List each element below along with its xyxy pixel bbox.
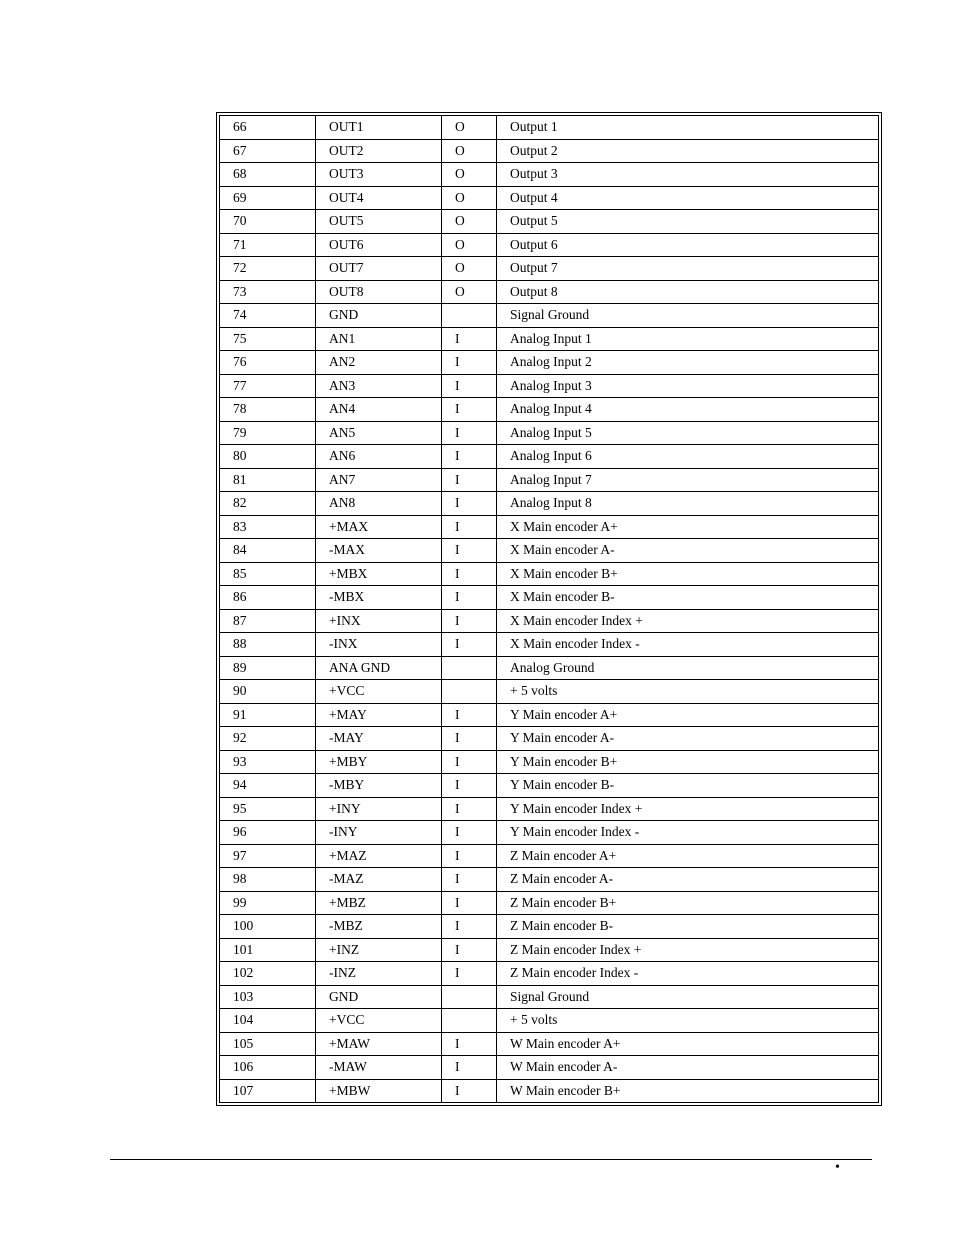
pin-number-cell: 85 [220, 562, 316, 586]
description-cell: W Main encoder B+ [497, 1079, 879, 1103]
pin-table [219, 115, 879, 1103]
description-cell: Z Main encoder B+ [497, 891, 879, 915]
table-row [220, 1079, 879, 1103]
io-direction-cell: I [442, 1032, 497, 1056]
description-cell: Z Main encoder B- [497, 915, 879, 939]
signal-name-cell: AN4 [316, 398, 442, 422]
signal-name-cell: AN2 [316, 351, 442, 375]
signal-name-cell: +MAY [316, 703, 442, 727]
pin-number-cell: 93 [220, 750, 316, 774]
pin-number-cell: 101 [220, 938, 316, 962]
pin-number-cell: 79 [220, 421, 316, 445]
description-cell: Output 4 [497, 186, 879, 210]
description-cell: Analog Input 6 [497, 445, 879, 469]
io-direction-cell: O [442, 186, 497, 210]
table-row [220, 680, 879, 704]
pin-number-cell: 94 [220, 774, 316, 798]
signal-name-cell: AN5 [316, 421, 442, 445]
pin-number-cell: 107 [220, 1079, 316, 1103]
pin-number-cell: 71 [220, 233, 316, 257]
io-direction-cell: I [442, 750, 497, 774]
pin-number-cell: 91 [220, 703, 316, 727]
table-row [220, 609, 879, 633]
description-cell: Analog Input 2 [497, 351, 879, 375]
table-row [220, 139, 879, 163]
io-direction-cell: O [442, 210, 497, 234]
description-cell: X Main encoder Index + [497, 609, 879, 633]
description-cell: X Main encoder A+ [497, 515, 879, 539]
table-row [220, 445, 879, 469]
table-row [220, 163, 879, 187]
description-cell: Analog Input 5 [497, 421, 879, 445]
io-direction-cell [442, 680, 497, 704]
pin-number-cell: 69 [220, 186, 316, 210]
table-row [220, 1056, 879, 1080]
pin-number-cell: 103 [220, 985, 316, 1009]
table-row [220, 633, 879, 657]
pin-number-cell: 77 [220, 374, 316, 398]
description-cell: Z Main encoder A+ [497, 844, 879, 868]
pin-number-cell: 82 [220, 492, 316, 516]
signal-name-cell: OUT5 [316, 210, 442, 234]
description-cell: Y Main encoder A+ [497, 703, 879, 727]
signal-name-cell: AN1 [316, 327, 442, 351]
signal-name-cell: +VCC [316, 680, 442, 704]
table-row [220, 398, 879, 422]
signal-name-cell: +INZ [316, 938, 442, 962]
pin-number-cell: 78 [220, 398, 316, 422]
table-row [220, 750, 879, 774]
description-cell: + 5 volts [497, 680, 879, 704]
table-row [220, 374, 879, 398]
description-cell: W Main encoder A- [497, 1056, 879, 1080]
signal-name-cell: +MBZ [316, 891, 442, 915]
pin-number-cell: 98 [220, 868, 316, 892]
pin-number-cell: 74 [220, 304, 316, 328]
signal-name-cell: ANA GND [316, 656, 442, 680]
description-cell: Y Main encoder A- [497, 727, 879, 751]
io-direction-cell: I [442, 586, 497, 610]
pin-number-cell: 97 [220, 844, 316, 868]
description-cell: Analog Ground [497, 656, 879, 680]
signal-name-cell: AN8 [316, 492, 442, 516]
signal-name-cell: -MAX [316, 539, 442, 563]
description-cell: Output 5 [497, 210, 879, 234]
io-direction-cell: I [442, 351, 497, 375]
table-row [220, 468, 879, 492]
io-direction-cell: I [442, 468, 497, 492]
io-direction-cell: I [442, 398, 497, 422]
table-row [220, 327, 879, 351]
table-row [220, 539, 879, 563]
table-row [220, 821, 879, 845]
io-direction-cell: I [442, 938, 497, 962]
pin-number-cell: 106 [220, 1056, 316, 1080]
pin-number-cell: 99 [220, 891, 316, 915]
signal-name-cell: OUT1 [316, 116, 442, 140]
table-row [220, 656, 879, 680]
table-row [220, 351, 879, 375]
signal-name-cell: +MAX [316, 515, 442, 539]
description-cell: Output 1 [497, 116, 879, 140]
pin-number-cell: 76 [220, 351, 316, 375]
signal-name-cell: -MBY [316, 774, 442, 798]
description-cell: Analog Input 7 [497, 468, 879, 492]
description-cell: Y Main encoder B+ [497, 750, 879, 774]
pin-number-cell: 89 [220, 656, 316, 680]
description-cell: Analog Input 8 [497, 492, 879, 516]
pin-number-cell: 80 [220, 445, 316, 469]
table-row [220, 562, 879, 586]
signal-name-cell: OUT6 [316, 233, 442, 257]
io-direction-cell [442, 985, 497, 1009]
io-direction-cell: I [442, 609, 497, 633]
description-cell: Y Main encoder Index + [497, 797, 879, 821]
footer-divider [110, 1159, 872, 1160]
pin-number-cell: 75 [220, 327, 316, 351]
table-row [220, 515, 879, 539]
table-row [220, 727, 879, 751]
signal-name-cell: -MAY [316, 727, 442, 751]
description-cell: Signal Ground [497, 304, 879, 328]
pin-number-cell: 73 [220, 280, 316, 304]
table-row [220, 421, 879, 445]
description-cell: Output 2 [497, 139, 879, 163]
pin-number-cell: 67 [220, 139, 316, 163]
io-direction-cell: I [442, 445, 497, 469]
table-row [220, 257, 879, 281]
io-direction-cell: I [442, 774, 497, 798]
description-cell: Analog Input 1 [497, 327, 879, 351]
table-row [220, 186, 879, 210]
signal-name-cell: GND [316, 304, 442, 328]
description-cell: Output 7 [497, 257, 879, 281]
io-direction-cell: I [442, 492, 497, 516]
description-cell: Analog Input 4 [497, 398, 879, 422]
io-direction-cell: I [442, 539, 497, 563]
io-direction-cell: O [442, 163, 497, 187]
signal-name-cell: GND [316, 985, 442, 1009]
description-cell: + 5 volts [497, 1009, 879, 1033]
description-cell: Z Main encoder Index + [497, 938, 879, 962]
pin-number-cell: 90 [220, 680, 316, 704]
table-row [220, 844, 879, 868]
table-row [220, 233, 879, 257]
signal-name-cell: +MBX [316, 562, 442, 586]
pin-number-cell: 86 [220, 586, 316, 610]
table-row [220, 1009, 879, 1033]
pin-number-cell: 92 [220, 727, 316, 751]
description-cell: Z Main encoder A- [497, 868, 879, 892]
signal-name-cell: AN7 [316, 468, 442, 492]
io-direction-cell: I [442, 727, 497, 751]
io-direction-cell: O [442, 280, 497, 304]
io-direction-cell: I [442, 1056, 497, 1080]
table-row [220, 492, 879, 516]
io-direction-cell [442, 304, 497, 328]
description-cell: Output 6 [497, 233, 879, 257]
io-direction-cell: I [442, 421, 497, 445]
description-cell: Y Main encoder B- [497, 774, 879, 798]
table-row [220, 891, 879, 915]
io-direction-cell: I [442, 1079, 497, 1103]
pin-table-frame [216, 112, 882, 1106]
signal-name-cell: OUT2 [316, 139, 442, 163]
pin-number-cell: 88 [220, 633, 316, 657]
table-row [220, 915, 879, 939]
io-direction-cell: I [442, 797, 497, 821]
table-row [220, 116, 879, 140]
signal-name-cell: AN3 [316, 374, 442, 398]
signal-name-cell: -MBX [316, 586, 442, 610]
pin-number-cell: 95 [220, 797, 316, 821]
signal-name-cell: -INY [316, 821, 442, 845]
io-direction-cell: O [442, 139, 497, 163]
description-cell: Output 8 [497, 280, 879, 304]
table-row [220, 703, 879, 727]
pin-number-cell: 83 [220, 515, 316, 539]
pin-number-cell: 96 [220, 821, 316, 845]
pin-number-cell: 102 [220, 962, 316, 986]
table-row [220, 938, 879, 962]
signal-name-cell: OUT7 [316, 257, 442, 281]
signal-name-cell: -INX [316, 633, 442, 657]
table-row [220, 586, 879, 610]
signal-name-cell: AN6 [316, 445, 442, 469]
signal-name-cell: +INY [316, 797, 442, 821]
signal-name-cell: OUT3 [316, 163, 442, 187]
pin-number-cell: 81 [220, 468, 316, 492]
io-direction-cell: I [442, 562, 497, 586]
signal-name-cell: +MAW [316, 1032, 442, 1056]
io-direction-cell: I [442, 703, 497, 727]
signal-name-cell: +MAZ [316, 844, 442, 868]
pin-number-cell: 68 [220, 163, 316, 187]
io-direction-cell: O [442, 233, 497, 257]
pin-number-cell: 100 [220, 915, 316, 939]
description-cell: Z Main encoder Index - [497, 962, 879, 986]
io-direction-cell: I [442, 633, 497, 657]
io-direction-cell: I [442, 891, 497, 915]
signal-name-cell: OUT4 [316, 186, 442, 210]
io-direction-cell: I [442, 374, 497, 398]
pin-number-cell: 72 [220, 257, 316, 281]
pin-number-cell: 105 [220, 1032, 316, 1056]
io-direction-cell [442, 1009, 497, 1033]
pin-number-cell: 104 [220, 1009, 316, 1033]
description-cell: Y Main encoder Index - [497, 821, 879, 845]
signal-name-cell: +INX [316, 609, 442, 633]
description-cell: X Main encoder B+ [497, 562, 879, 586]
description-cell: W Main encoder A+ [497, 1032, 879, 1056]
signal-name-cell: +VCC [316, 1009, 442, 1033]
pin-number-cell: 87 [220, 609, 316, 633]
io-direction-cell: I [442, 821, 497, 845]
description-cell: X Main encoder A- [497, 539, 879, 563]
table-row [220, 304, 879, 328]
table-row [220, 774, 879, 798]
signal-name-cell: -MBZ [316, 915, 442, 939]
io-direction-cell: O [442, 257, 497, 281]
description-cell: Signal Ground [497, 985, 879, 1009]
io-direction-cell: O [442, 116, 497, 140]
signal-name-cell: OUT8 [316, 280, 442, 304]
pin-number-cell: 84 [220, 539, 316, 563]
description-cell: X Main encoder B- [497, 586, 879, 610]
signal-name-cell: +MBY [316, 750, 442, 774]
io-direction-cell [442, 656, 497, 680]
description-cell: X Main encoder Index - [497, 633, 879, 657]
io-direction-cell: I [442, 868, 497, 892]
signal-name-cell: -MAZ [316, 868, 442, 892]
pin-number-cell: 70 [220, 210, 316, 234]
signal-name-cell: -INZ [316, 962, 442, 986]
io-direction-cell: I [442, 515, 497, 539]
table-row [220, 1032, 879, 1056]
table-row [220, 280, 879, 304]
description-cell: Output 3 [497, 163, 879, 187]
io-direction-cell: I [442, 844, 497, 868]
table-row [220, 985, 879, 1009]
signal-name-cell: +MBW [316, 1079, 442, 1103]
footer-bullet: • [835, 1160, 840, 1175]
table-row [220, 962, 879, 986]
io-direction-cell: I [442, 962, 497, 986]
io-direction-cell: I [442, 327, 497, 351]
io-direction-cell: I [442, 915, 497, 939]
pin-number-cell: 66 [220, 116, 316, 140]
signal-name-cell: -MAW [316, 1056, 442, 1080]
pin-table-body [220, 116, 879, 1103]
table-row [220, 797, 879, 821]
table-row [220, 210, 879, 234]
table-row [220, 868, 879, 892]
description-cell: Analog Input 3 [497, 374, 879, 398]
